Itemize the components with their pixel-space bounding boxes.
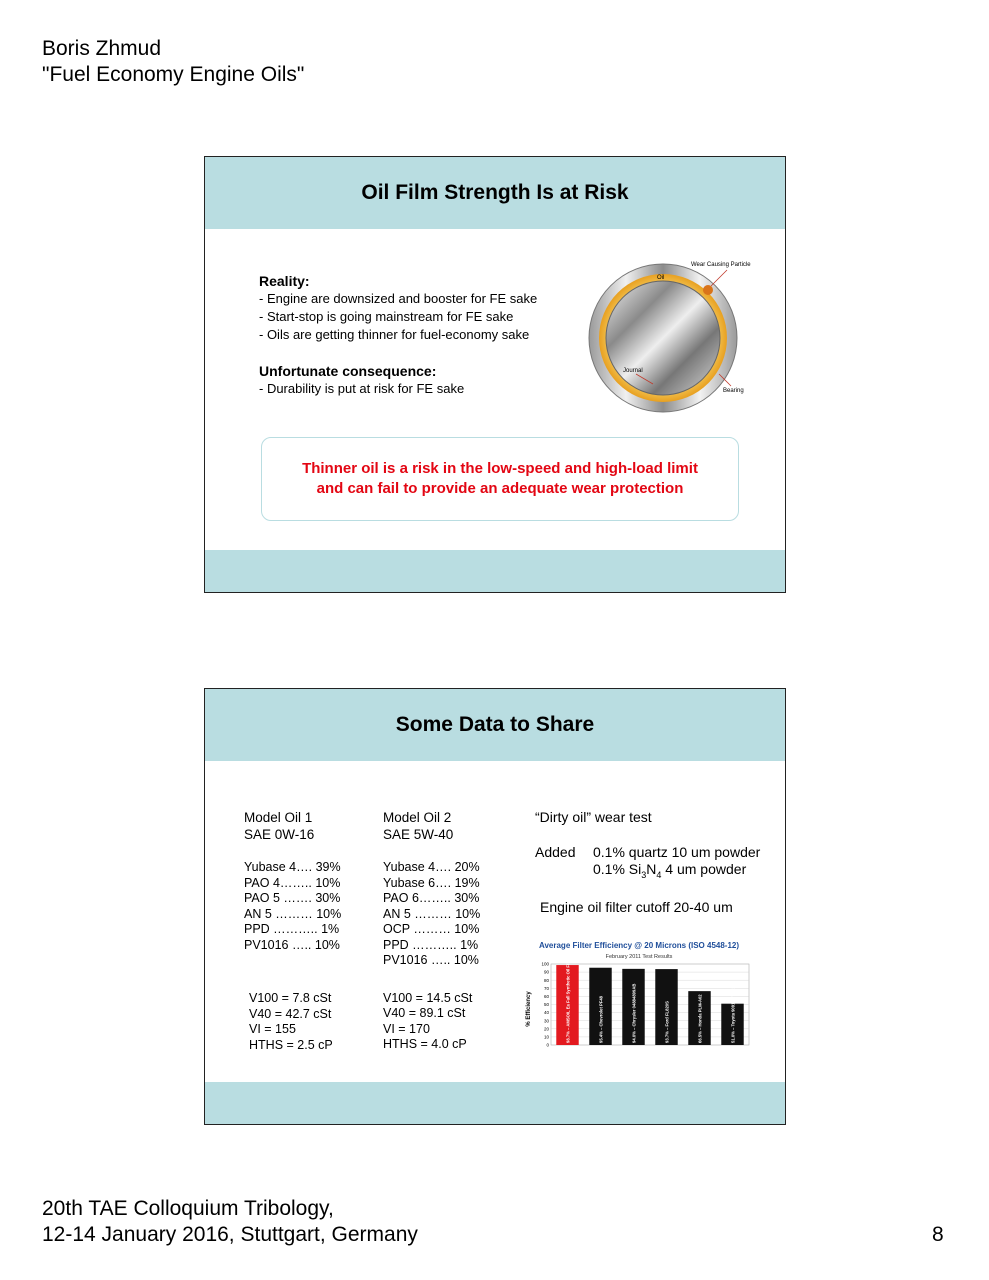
component: AN 5 ……… 10% bbox=[383, 906, 481, 921]
bar-label: 66.5% – Honda PLM-A02 bbox=[697, 994, 703, 1043]
model-oil-2 bbox=[383, 809, 480, 1053]
y-tick-label: 20 bbox=[543, 1026, 549, 1032]
reality-heading: Reality: bbox=[259, 273, 310, 289]
component: AN 5 ……… 10% bbox=[244, 906, 342, 921]
added-label: Added bbox=[535, 844, 576, 860]
label-wear-particle: Wear Causing Particle bbox=[691, 262, 751, 268]
bar-label: 51.0% – Toyota 90915-YZZF2 bbox=[730, 986, 736, 1043]
slide-data bbox=[204, 688, 786, 1125]
added-item: 0.1% $Si_3N_4$ 4 um powder bbox=[593, 861, 747, 880]
y-tick-label: 90 bbox=[543, 969, 549, 975]
oil-name: Model Oil 2 bbox=[383, 810, 452, 825]
chart-subtitle: February 2011 Test Results bbox=[605, 954, 673, 960]
event-name: 20th TAE Colloquium Tribology, bbox=[42, 1197, 334, 1220]
component: PAO 4…….. 10% bbox=[244, 875, 341, 890]
label-oil: Oil bbox=[657, 275, 665, 281]
added-item: 0.1% quartz 10 um powder bbox=[593, 844, 761, 860]
property: HTHS = 2.5 cP bbox=[249, 1037, 333, 1052]
slide-title: Some Data to Share bbox=[395, 713, 595, 736]
wear-particle-icon bbox=[703, 285, 713, 295]
component: PPD ……….. 1% bbox=[383, 937, 479, 952]
callout-line: Thinner oil is a risk in the low-speed and high-load limit bbox=[302, 460, 698, 477]
page-header bbox=[42, 36, 304, 88]
bar-label: 98.7% – AMSOIL Ea Full Synthetic Oil Filters bbox=[565, 955, 571, 1043]
oil-grade: SAE 0W-16 bbox=[244, 827, 315, 842]
component: Yubase 6…. 19% bbox=[383, 875, 480, 890]
reality-item: - Oils are getting thinner for fuel-economy sake bbox=[259, 327, 530, 342]
component: PV1016 ….. 10% bbox=[244, 937, 340, 952]
bar-label: 95.4% – Chevrolet PF48 bbox=[598, 995, 604, 1043]
component: PAO 6…….. 30% bbox=[383, 891, 480, 905]
callout-line: and can fail to provide an adequate wear protection bbox=[316, 480, 684, 497]
property: VI = 155 bbox=[249, 1022, 296, 1036]
property: V40 = 42.7 cSt bbox=[249, 1006, 332, 1021]
page-number: 8 bbox=[932, 1223, 944, 1246]
dirty-title: “Dirty oil” wear test bbox=[535, 809, 652, 825]
y-tick-label: 60 bbox=[543, 994, 549, 999]
risk-callout bbox=[261, 437, 739, 521]
model-oil-1 bbox=[244, 809, 341, 1053]
label-bearing: Bearing bbox=[723, 388, 744, 394]
property: V40 = 89.1 cSt bbox=[383, 1006, 466, 1020]
property: VI = 170 bbox=[383, 1021, 430, 1036]
component: PAO 5 ……. 30% bbox=[244, 891, 341, 905]
y-tick-label: 50 bbox=[543, 1002, 549, 1008]
component: PPD ……….. 1% bbox=[244, 922, 340, 936]
page-footer bbox=[42, 1196, 418, 1248]
filter-efficiency-chart bbox=[523, 939, 755, 1051]
y-tick-label: 80 bbox=[543, 977, 549, 983]
property: HTHS = 4.0 cP bbox=[383, 1037, 467, 1051]
chart-ylabel: % Efficiency bbox=[526, 991, 532, 1027]
dirty-oil-test bbox=[535, 809, 760, 916]
oil-name: Model Oil 1 bbox=[244, 810, 313, 825]
y-tick-label: 10 bbox=[543, 1034, 549, 1040]
bar-label: 93.7% – Ford FL820S bbox=[664, 1001, 670, 1043]
component: OCP ……… 10% bbox=[383, 922, 480, 936]
filter-note: Engine oil filter cutoff 20-40 um bbox=[540, 898, 733, 915]
chart-title: Average Filter Efficiency @ 20 Microns (ISO 4548-12) bbox=[538, 941, 740, 950]
y-tick-label: 100 bbox=[541, 961, 549, 967]
oil-grade: SAE 5W-40 bbox=[383, 827, 454, 842]
consequence-item: - Durability is put at risk for FE sake bbox=[259, 381, 465, 396]
slide-oil-film bbox=[204, 156, 786, 593]
property: V100 = 7.8 cSt bbox=[249, 991, 332, 1005]
label-journal: Journal bbox=[623, 368, 643, 374]
event-date: 12-14 January 2016, Stuttgart, Germany bbox=[42, 1223, 418, 1246]
component: Yubase 4…. 39% bbox=[244, 860, 341, 874]
slide-title: Oil Film Strength Is at Risk bbox=[361, 181, 629, 204]
author: Boris Zhmud bbox=[42, 37, 162, 60]
property: V100 = 14.5 cSt bbox=[383, 990, 473, 1005]
document-title: "Fuel Economy Engine Oils" bbox=[42, 63, 305, 86]
y-tick-label: 40 bbox=[543, 1010, 549, 1016]
component: PV1016 ….. 10% bbox=[383, 953, 479, 967]
reality-item: - Engine are downsized and booster for FE sake bbox=[259, 291, 538, 306]
reality-section bbox=[259, 272, 589, 398]
journal-bearing-figure bbox=[581, 250, 761, 420]
y-tick-label: 0 bbox=[546, 1042, 549, 1048]
y-tick-label: 70 bbox=[543, 985, 549, 991]
footer-band bbox=[205, 1082, 785, 1124]
y-tick-label: 30 bbox=[543, 1018, 549, 1024]
footer-band bbox=[205, 550, 785, 592]
bar-label: 94.0% – Chrysler 04884899AB bbox=[631, 983, 637, 1043]
reality-item: - Start-stop is going mainstream for FE sake bbox=[259, 309, 514, 324]
consequence-heading: Unfortunate consequence: bbox=[259, 363, 437, 379]
component: Yubase 4…. 20% bbox=[383, 860, 480, 874]
